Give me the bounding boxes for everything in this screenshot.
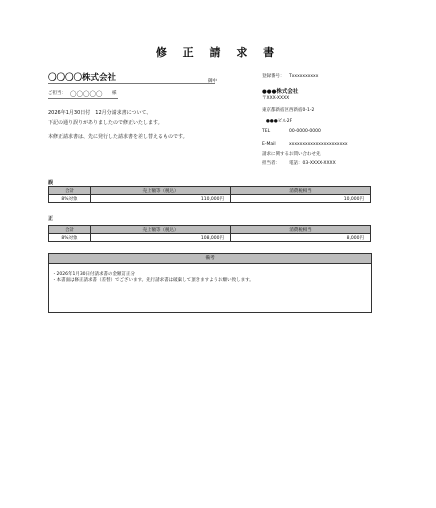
issuer-company: ●●●株式会社 bbox=[262, 89, 299, 95]
issuer-address: 東京都新宿区西新宿0-1-2 bbox=[262, 108, 315, 113]
section-correct-label: 正 bbox=[48, 216, 54, 222]
header-total: 合計 bbox=[49, 226, 91, 234]
section-wrong-label: 誤 bbox=[48, 180, 54, 186]
header-tax: 消費税相当 bbox=[231, 187, 371, 195]
cell-sales-amount: 110,000円 bbox=[91, 195, 231, 203]
tel-label: TEL bbox=[262, 129, 271, 134]
body-line-3: 本修正請求書は、先に発行した請求書を差し替えるものです。 bbox=[48, 134, 188, 140]
contact-name: 〇〇〇〇〇 bbox=[70, 90, 103, 98]
cell-tax-category: 8%対象 bbox=[49, 195, 91, 203]
reg-number-value: Txxxxxxxxxx bbox=[289, 74, 319, 79]
tel-value: 00-0000-0000 bbox=[289, 129, 321, 134]
table-row bbox=[49, 234, 371, 242]
person-value: 電話：03-XXXX-XXXX bbox=[289, 161, 336, 166]
header-total: 合計 bbox=[49, 187, 91, 195]
cell-tax-category: 8%対象 bbox=[49, 234, 91, 242]
table-row bbox=[49, 195, 371, 203]
remarks-line-2: ・本書面は修正請求書（差替）でございます。先行請求書は破棄して頂きますようお願い致します。 bbox=[52, 278, 254, 283]
contact-suffix: 様 bbox=[112, 91, 117, 96]
header-sales: 売上額等（税込） bbox=[91, 187, 231, 195]
document-title: 修 正 請 求 書 bbox=[155, 46, 281, 59]
cell-sales-amount: 108,000円 bbox=[91, 234, 231, 242]
reg-number-label: 登録番号： bbox=[262, 74, 285, 79]
contact-label: ご担当： bbox=[48, 91, 66, 96]
body-line-1: 2026年1月30日付 12月分請求書について、 bbox=[48, 110, 152, 116]
remarks-line-1: ・2026年1月30日付請求書の金額訂正分 bbox=[52, 272, 136, 277]
correct-amount-table bbox=[48, 225, 371, 242]
recipient-honorific: 御中 bbox=[208, 79, 217, 84]
remarks-box bbox=[48, 253, 372, 313]
recipient-company: 〇〇〇〇株式会社 bbox=[48, 73, 117, 83]
issuer-building: ●●●ビル2F bbox=[266, 119, 293, 124]
person-label: 担当者： bbox=[262, 161, 280, 166]
recipient-underline bbox=[48, 83, 215, 84]
header-sales: 売上額等（税込） bbox=[91, 226, 231, 234]
header-tax: 消費税相当 bbox=[231, 226, 371, 234]
inquiry-label: 請求に関するお問い合わせ先 bbox=[262, 152, 321, 157]
cell-tax-amount: 10,000円 bbox=[231, 195, 371, 203]
email-value: xxxxxxxxxxxxxxxxxxxxxx bbox=[289, 142, 348, 147]
issuer-postal: 〒XXX-XXXX bbox=[262, 96, 290, 101]
wrong-amount-table bbox=[48, 186, 371, 203]
contact-underline bbox=[48, 98, 118, 99]
cell-tax-amount: 8,000円 bbox=[231, 234, 371, 242]
email-label: E-Mail bbox=[262, 142, 276, 147]
body-line-2: 下記の通り誤りがありましたので修正いたします。 bbox=[48, 120, 163, 126]
remarks-header: 備考 bbox=[49, 254, 371, 264]
